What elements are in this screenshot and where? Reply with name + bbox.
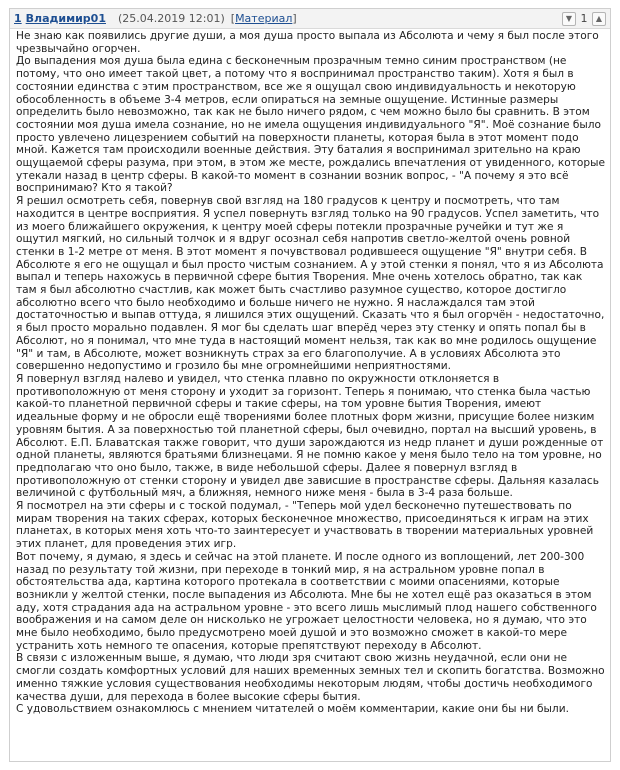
comment-paragraph: Я посмотрел на эти сферы и с тоской подумал, - "Теперь мой удел бесконечно путешествовать по мирам творения на таких сферах, которых бесконечное множество, присоединяться к играм на этих планетах, в которых меня хоть что-то заинтересует и участвовать в творении материальных уровней этих планет, для проведения этих игр. <box>16 500 594 551</box>
comment-number-link[interactable]: 1 <box>14 12 22 25</box>
comment-paragraph: Вот почему, я думаю, я здесь и сейчас на этой планете. И после одного из воплощений, лет 200-300 назад по результату той жизни, при переходе в тонкий мир, я на астральном уровне попал в обстоятельства ада, картина которого протекала в соответствии с моими опасениями, которые возникли у желтой стенки, после выпадения из Абсолюта. Мне бы не хотел ещё раз оказаться в этом аду, хотя страдания ада на астральном уровне - это всего лишь мыслимый плод нашего собственного воображения и на самом деле он нисколько не угрожает целостности человека, но я думаю, что это мне было необходимо, было предусмотрено моей душой и это возможно сможет в какой-то мере устранить хоть немного те опасения, которые препятствуют переходу в Абсолют. <box>16 550 597 652</box>
comment-paragraph: Я решил осмотреть себя, повернув свой взгляд на 180 градусов к центру и посмотреть, что там находится в центре восприятия. Я успел повернуть взгляд только на 90 градусов. Успел заметить, что из моего ближайшего окружения, к центру моей сферы потекли прозрачные ручейки и тут же я ощутил мягкий, но сильный толчок и я вдруг осознал себя напротив светло-желтой очень ровной стенки в 1-2 метре от меня. В этот момент я почувствовал родившееся ощущение "Я" внутри себя. В Абсолюте я его не ощущал и был просто чистым сознанием. А у этой стенки я понял, что я из Абсолюта выпал и теперь нахожусь в первичной сфере бытия Творения. Мне очень хотелось обратно, так как там я был абсолютно счастлив, как может быть счастливо разумное существо, которое достигло абсолютно всего что было необходимо и больше ничего не нужно. Я наслаждался там этой достаточностью и выпав оттуда, я лишился этих ощущений. Сказать что я был огорчён - недостаточно, я был просто морально подавлен. Я мог бы сделать шаг вперёд через эту стенку и опять попал бы в Абсолют, но я понимал, что мне туда в настоящий момент нельзя, так как во мне родилось ощущение "Я" и там, в Абсолюте, может возникнуть страх за его благополучие. А в условиях Абсолюта это совершенно недопустимо и грозило бы мне огромнейшими неприятностями. <box>16 195 605 373</box>
vote-down-icon[interactable]: ▼ <box>562 12 576 26</box>
comment-paragraph: С удовольствием ознакомлюсь с мнением читателей о моём комментарии, какие они бы ни были. <box>16 703 569 716</box>
comment-body <box>10 29 610 716</box>
comment-card <box>9 8 611 762</box>
material-bracket: ] <box>292 12 297 25</box>
comment-paragraph: Не знаю как появились другие души, а моя душа просто выпала из Абсолюта и чему я был после этого чрезвычайно огорчен. <box>16 30 599 55</box>
author-link[interactable]: Владимир01 <box>25 12 106 25</box>
vote-up-icon[interactable]: ▲ <box>592 12 606 26</box>
comment-date: (25.04.2019 12:01) <box>118 12 225 25</box>
material-link[interactable]: Материал <box>235 12 293 25</box>
rating-widget <box>562 12 606 26</box>
material-bracket: [ <box>230 12 236 25</box>
comment-paragraph: Я повернул взгляд налево и увидел, что стенка плавно по окружности отклоняется в противоположную от меня сторону и уходит за горизонт. Теперь я понимаю, что стенка была частью какой-то планетной первичной сферы и такие сферы, на том уровне бытия Творения, имеют идеальные форму и не обросли ещё творениями более плотных форм жизни, присущие более низким уровням бытия. А за поверхностью той планетной сферы, был очевидно, портал на высший уровень, в Абсолют. Е.П. Блаватская также говорит, что души зарождаются из недр планет и души рожденные от одной планеты, являются братьями близнецами. Я не помню какое у меня было тело на том уровне, но предполагаю что оно было, также, в виде небольшой сферы. Далее я повернул взгляд в противоположную от стенки сторону и увидел две зависшие в пространстве сферы. Дальняя казалась величиной с футбольный мяч, а ближняя, немного ниже меня - была в 3-4 раза больше. <box>16 372 604 500</box>
comment-paragraph: В связи с изложенным выше, я думаю, что люди зря считают свою жизнь неудачной, если они не смогли создать комфортных условий для наших временных земных тел и скопить богатства. Возможно именно тяжкие условия существования необходимы некоторым людям, чтобы достичь необходимого качества души, для перехода в более высокие сферы бытия. <box>16 652 605 703</box>
comment-paragraph: До выпадения моя душа была едина с бесконечным прозрачным темно синим пространством (не потому, что оно имеет такой цвет, а потому что я воспринимал пространство таким). Хотя я был в состоянии единства с этим пространством, все же я ощущал свою индивидуальность и некоторую обособленность в объеме 3-4 метров, если опираться на земные ощущение. Истинные размеры определить было невозможно, так как не было ничего рядом, с чем можно было бы сравнить. В этом состоянии моя душа имела сознание, но не имела ощущения индивидуального "Я". Моё сознание было просто увлечено лицезрением событий на поверхности планеты, которая была в этот момент подо мной. Кажется там происходили военные действия. Эту баталия я воспринимал зрительно на краю ощущаемой сферы разума, при этом, в этом же месте, рождались впечатления от увиденного, которые утекали назад в центр сферы. В какой-то момент в сознании возник вопрос, - "А почему я это всё воспринимаю? Кто я такой? <box>16 55 605 195</box>
rating-value: 1 <box>580 12 588 25</box>
comment-header <box>10 9 610 29</box>
